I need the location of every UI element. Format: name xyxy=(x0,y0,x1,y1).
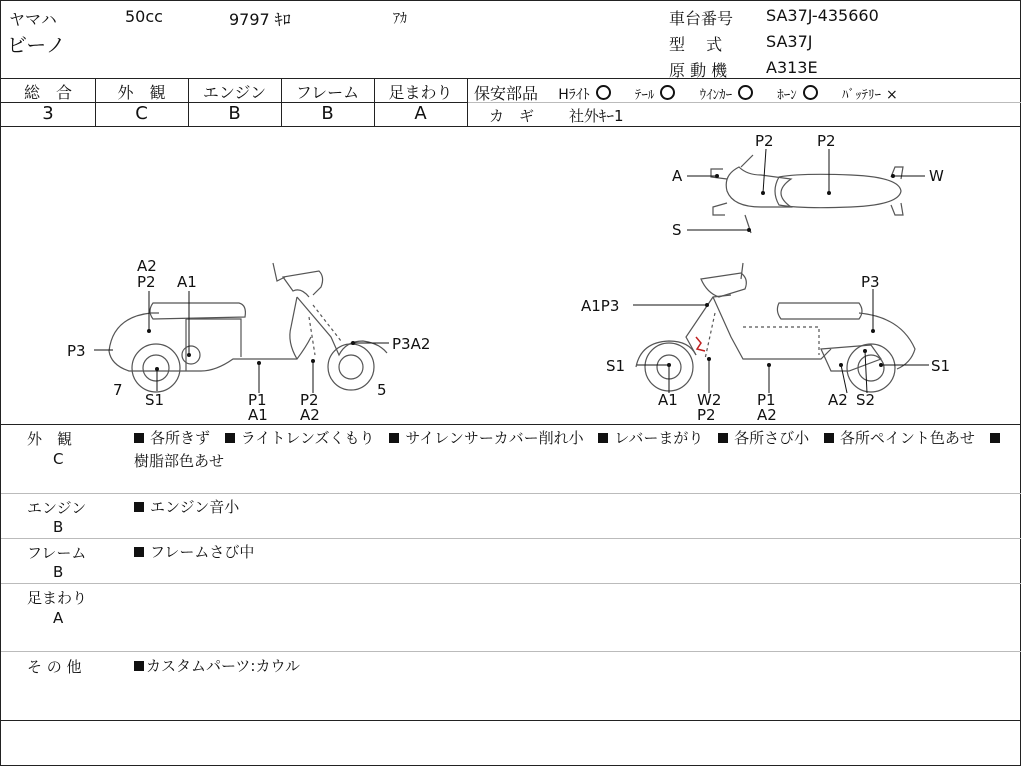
ok-circle-icon xyxy=(738,85,753,100)
engine-label: 原 動 機 xyxy=(669,61,728,80)
label-top-p2-a: P2 xyxy=(755,132,774,150)
safety-item-horn: ﾎｰﾝ xyxy=(777,88,797,103)
bullet-square-icon xyxy=(225,433,235,443)
displacement: 50cc xyxy=(125,7,163,26)
label-left-5: 5 xyxy=(377,381,387,399)
maker: ヤマハ xyxy=(9,10,57,29)
grade-value-frame: B xyxy=(321,103,334,124)
remark-label-engine: エンジン xyxy=(27,499,87,517)
divider xyxy=(1,493,1021,494)
label-right-p1: P1 xyxy=(757,391,776,409)
grade-label-suspension: 足まわり xyxy=(388,83,453,102)
remark-label-suspension: 足まわり xyxy=(27,589,88,607)
label-top-p2-b: P2 xyxy=(817,132,836,150)
frame-no: SA37J-435660 xyxy=(766,6,879,25)
label-right-a1p3: A1P3 xyxy=(581,297,620,315)
divider xyxy=(1,78,1021,79)
model-code-label: 型 式 xyxy=(669,35,723,54)
label-left-p2: P2 xyxy=(137,273,156,291)
ok-circle-icon xyxy=(596,85,611,100)
label-left-p2b: P2 xyxy=(300,391,319,409)
label-right-s1-right: S1 xyxy=(931,357,951,375)
engine-code: A313E xyxy=(766,58,818,77)
remark-label-exterior: 外 観 xyxy=(27,430,73,448)
label-left-p3: P3 xyxy=(67,342,86,360)
bullet-square-icon xyxy=(134,547,144,557)
divider xyxy=(467,78,468,126)
damage-diagram xyxy=(1,127,1021,425)
divider xyxy=(1,424,1021,425)
grade-value-suspension: A xyxy=(414,103,427,124)
bullet-square-icon xyxy=(134,661,144,671)
mileage: 9797 ｷﾛ xyxy=(229,10,291,29)
remark-items-exterior xyxy=(134,427,1014,473)
safety-title: 保安部品 xyxy=(474,84,539,103)
remark-item: カスタムパーツ:カウル xyxy=(146,657,301,675)
label-right-p2: P2 xyxy=(697,406,716,424)
divider xyxy=(1,583,1021,584)
remark-item: ライトレンズくもり xyxy=(240,429,375,447)
grade-label-exterior: 外 観 xyxy=(117,83,166,102)
model-name: ビーノ xyxy=(7,33,66,57)
divider xyxy=(1,720,1021,721)
frame-no-label: 車台番号 xyxy=(669,9,734,28)
label-right-s1-left: S1 xyxy=(606,357,626,375)
divider xyxy=(1,651,1021,652)
safety-item-battery: ﾊﾞｯﾃﾘｰ xyxy=(841,88,881,103)
ok-circle-icon xyxy=(803,85,818,100)
key-label: カ ギ xyxy=(489,107,535,125)
label-right-a2b: A2 xyxy=(757,406,777,424)
remark-label-frame: フレーム xyxy=(27,544,87,562)
label-right-w2: W2 xyxy=(697,391,722,409)
safety-item-winker: ｳｲﾝｶｰ xyxy=(699,88,733,103)
grade-label-frame: フレーム xyxy=(295,83,360,102)
label-left-a2b: A2 xyxy=(300,406,320,424)
grade-value-engine: B xyxy=(228,103,241,124)
damage-mark xyxy=(696,337,705,351)
bullet-square-icon xyxy=(598,433,608,443)
color: ｱｶ xyxy=(393,11,407,27)
label-right-a1: A1 xyxy=(658,391,678,409)
bullet-square-icon xyxy=(824,433,834,443)
divider xyxy=(1,538,1021,539)
label-top-a: A xyxy=(672,167,683,185)
remark-grade-engine: B xyxy=(53,518,64,536)
remark-item: 各所きず xyxy=(150,429,211,447)
label-left-a1b: A1 xyxy=(248,406,268,424)
remark-item: 各所さび小 xyxy=(734,429,810,447)
safety-item-headlight: Hﾗｲﾄ xyxy=(558,87,590,103)
remark-items-engine xyxy=(134,496,249,519)
remark-item: 各所ペイント色あせ xyxy=(839,429,975,447)
remark-label-other: そ の 他 xyxy=(27,658,82,676)
key-value: 社外ｷｰ1 xyxy=(569,107,624,125)
remark-item: フレームさび中 xyxy=(150,543,255,561)
label-left-p1: P1 xyxy=(248,391,267,409)
bullet-square-icon xyxy=(990,433,1000,443)
safety-item-tail: ﾃｰﾙ xyxy=(634,88,655,103)
model-code: SA37J xyxy=(766,32,813,51)
bullet-square-icon xyxy=(389,433,399,443)
label-right-s2: S2 xyxy=(856,391,876,409)
remark-items-frame xyxy=(134,541,264,564)
ng-cross-icon: × xyxy=(885,87,898,103)
remark-grade-suspension: A xyxy=(53,609,64,627)
top-scooter-drawing xyxy=(711,155,903,233)
safety-parts-row xyxy=(474,81,898,104)
grade-label-overall: 総 合 xyxy=(23,83,72,102)
remark-grade-frame: B xyxy=(53,563,64,581)
bullet-square-icon xyxy=(134,502,144,512)
bullet-square-icon xyxy=(718,433,728,443)
label-left-p3a2: P3A2 xyxy=(392,335,431,353)
label-right-a2: A2 xyxy=(828,391,848,409)
label-left-a1: A1 xyxy=(177,273,197,291)
label-left-s1: S1 xyxy=(145,391,165,409)
remark-item: エンジン音小 xyxy=(150,498,240,516)
remark-grade-exterior: C xyxy=(53,450,64,468)
label-left-a2: A2 xyxy=(137,257,157,275)
grade-label-engine: エンジン xyxy=(202,83,267,102)
remark-item: サイレンサーカバー削れ小 xyxy=(405,429,584,447)
remark-item: レバーまがり xyxy=(614,429,704,447)
remark-items-other xyxy=(134,655,310,678)
ok-circle-icon xyxy=(660,85,675,100)
label-right-p3: P3 xyxy=(861,273,880,291)
label-left-7: 7 xyxy=(113,381,123,399)
bullet-square-icon xyxy=(134,433,144,443)
label-top-w: W xyxy=(929,167,944,185)
grade-value-exterior: C xyxy=(135,103,148,124)
grade-value-overall: 3 xyxy=(42,103,54,124)
remark-item: 樹脂部色あせ xyxy=(134,452,225,470)
label-top-s: S xyxy=(672,221,682,239)
